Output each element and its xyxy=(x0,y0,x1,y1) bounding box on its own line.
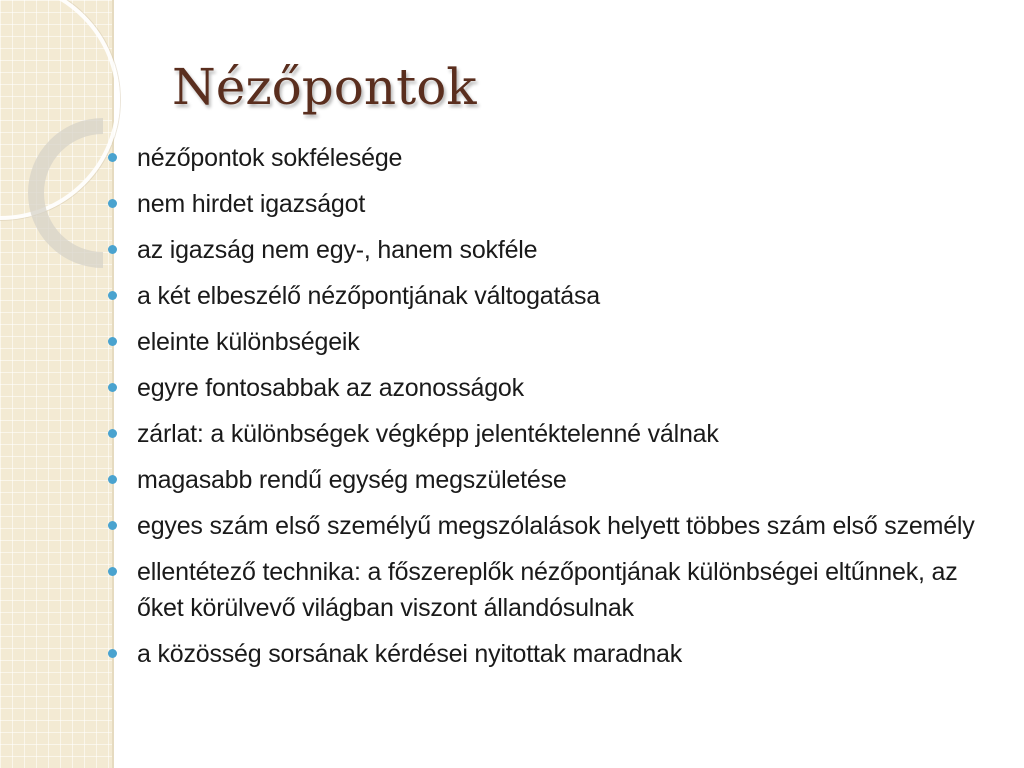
bullet-list xyxy=(108,140,988,682)
decorative-side-strip xyxy=(0,0,114,768)
list-item-text: a közösség sorsának kérdései nyitottak maradnak xyxy=(137,640,683,668)
list-item-text: a két elbeszélő nézőpontjának váltogatása xyxy=(137,282,600,310)
bullet-dot-icon xyxy=(108,567,117,576)
list-item xyxy=(108,232,988,268)
list-item xyxy=(108,370,988,406)
list-item-text: zárlat: a különbségek végképp jelentéktelenné válnak xyxy=(137,420,719,448)
list-item-text: egyes szám első személyű megszólalások helyett többes szám első személy xyxy=(137,512,975,540)
list-item xyxy=(108,416,988,452)
list-item xyxy=(108,636,988,672)
list-item xyxy=(108,186,988,222)
list-item xyxy=(108,462,988,498)
bullet-dot-icon xyxy=(108,337,117,346)
slide-title: Nézőpontok xyxy=(172,58,477,116)
list-item-text: ellentétező technika: a főszereplők nézőpontjának különbségei eltűnnek, az őket körülvevő világban viszont állandósulnak xyxy=(137,558,958,622)
list-item-text: magasabb rendű egység megszületése xyxy=(137,466,567,494)
bullet-dot-icon xyxy=(108,475,117,484)
list-item-text: nem hirdet igazságot xyxy=(137,190,366,218)
bullet-dot-icon xyxy=(108,291,117,300)
bullet-dot-icon xyxy=(108,429,117,438)
bullet-dot-icon xyxy=(108,383,117,392)
bullet-dot-icon xyxy=(108,199,117,208)
list-item xyxy=(108,554,988,626)
list-item xyxy=(108,140,988,176)
list-item-text: egyre fontosabbak az azonosságok xyxy=(137,374,524,402)
list-item-text: az igazság nem egy-, hanem sokféle xyxy=(137,236,538,264)
list-item xyxy=(108,324,988,360)
list-item xyxy=(108,508,988,544)
bullet-dot-icon xyxy=(108,649,117,658)
bullet-dot-icon xyxy=(108,245,117,254)
bullet-dot-icon xyxy=(108,153,117,162)
list-item xyxy=(108,278,988,314)
bullet-dot-icon xyxy=(108,521,117,530)
list-item-text: eleinte különbségeik xyxy=(137,328,360,356)
list-item-text: nézőpontok sokfélesége xyxy=(137,144,403,172)
